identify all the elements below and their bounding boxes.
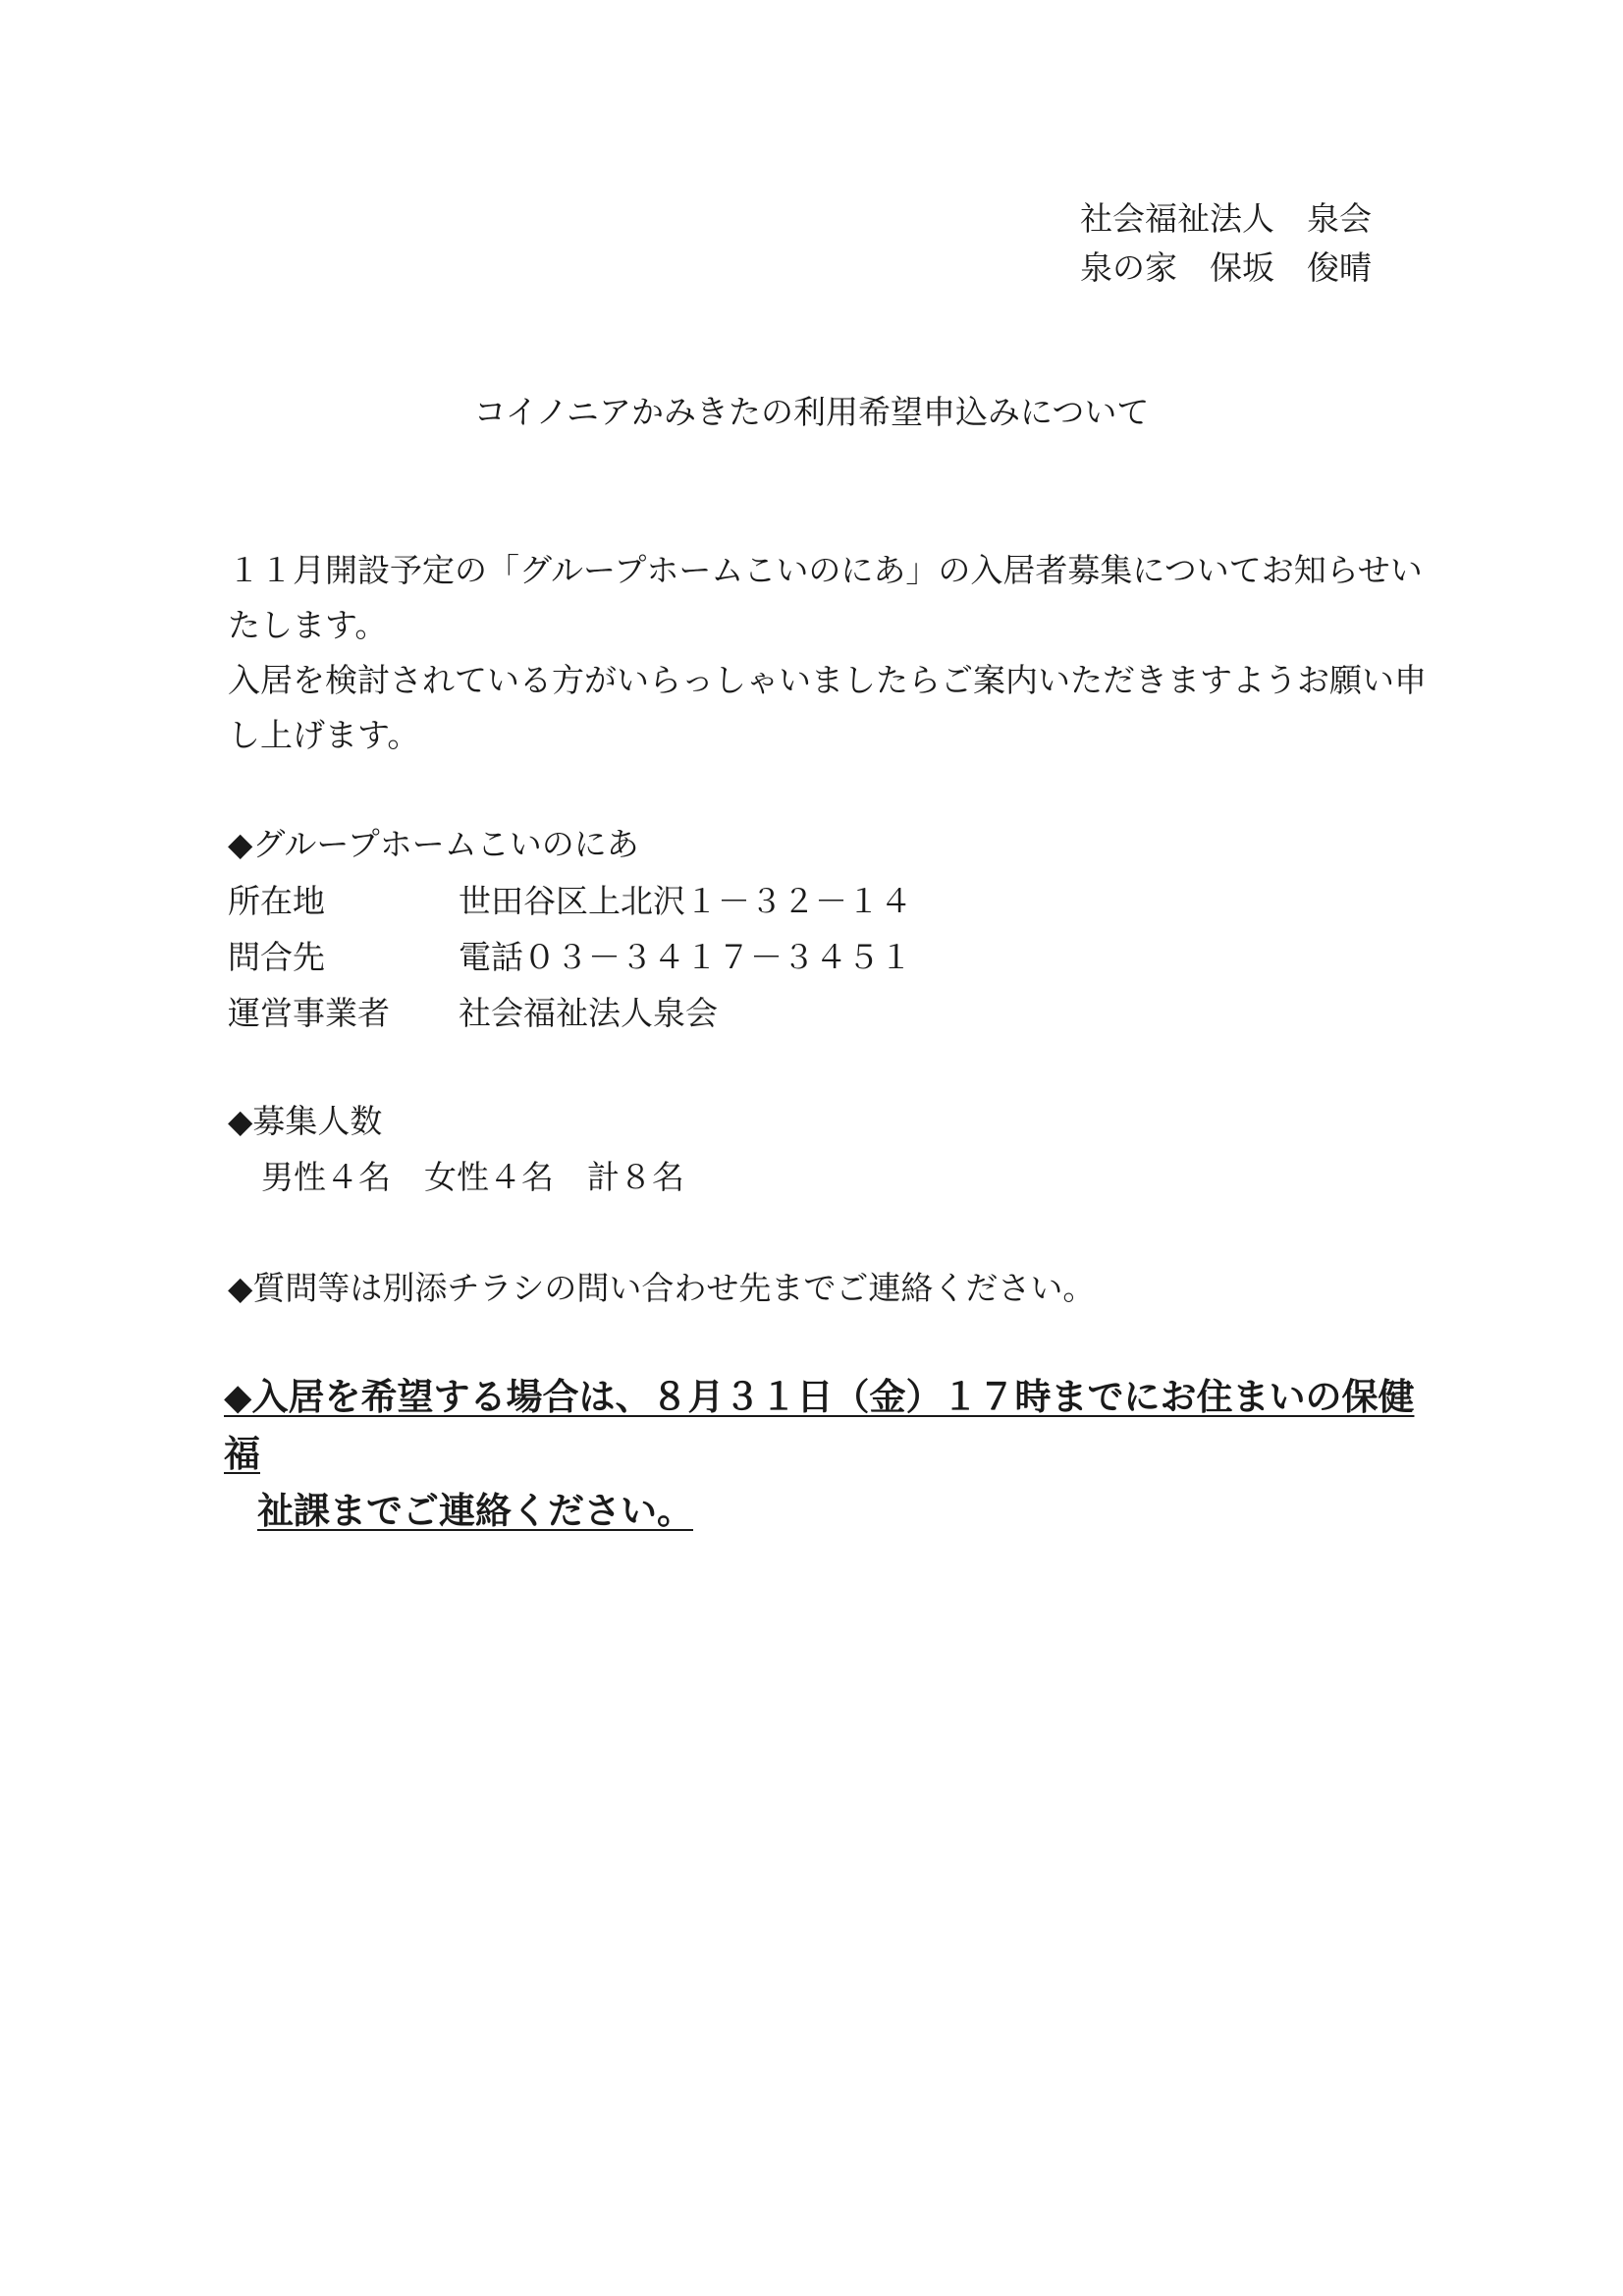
recruitment-heading: ◆募集人数: [228, 1102, 383, 1140]
sender-block: [1080, 194, 1372, 293]
intro-line: １１月開設予定の「グループホームこいのにあ」の入居者募集についてお知らせい: [228, 551, 1423, 589]
address-value: 世田谷区上北沢１－３２－１４: [459, 882, 912, 920]
contact-label: 問合先: [228, 938, 325, 976]
address-label: 所在地: [228, 882, 325, 920]
intro-paragraph: [228, 543, 1445, 763]
facility-operator-row: [228, 989, 718, 1038]
contact-value: 電話０３－３４１７－３４５１: [459, 938, 912, 976]
intro-line: 入居を検討されている方がいらっしゃいましたらご案内いただきますようお願い申: [228, 661, 1427, 699]
facility-heading: ◆グループホームこいのにあ: [228, 825, 639, 863]
total-count: 計８名: [587, 1158, 684, 1196]
intro-line: たします。: [228, 606, 388, 644]
operator-label: 運営事業者: [228, 994, 390, 1032]
notice-line: ◆入居を希望する場合は、８月３１日（金）１７時までにお住まいの保健福: [224, 1375, 1415, 1475]
sender-name: 泉の家 保坂 俊晴: [1080, 248, 1372, 287]
facility-address-row: [228, 877, 912, 926]
notice-line: 祉課までご連絡ください。: [257, 1489, 693, 1532]
female-count: 女性４名: [424, 1158, 554, 1196]
male-count: 男性４名: [261, 1158, 391, 1196]
sender-organization: 社会福祉法人 泉会: [1080, 199, 1372, 238]
operator-value: 社会福祉法人泉会: [459, 994, 718, 1032]
facility-contact-row: [228, 933, 912, 982]
intro-line: し上げます。: [228, 716, 420, 754]
application-deadline-notice: [224, 1368, 1446, 1539]
inquiry-note: ◆質問等は別添チラシの問い合わせ先までご連絡ください。: [228, 1269, 1096, 1307]
document-title: コイノニアかみきたの利用希望申込みについて: [473, 393, 1150, 431]
recruitment-counts: [261, 1153, 718, 1202]
